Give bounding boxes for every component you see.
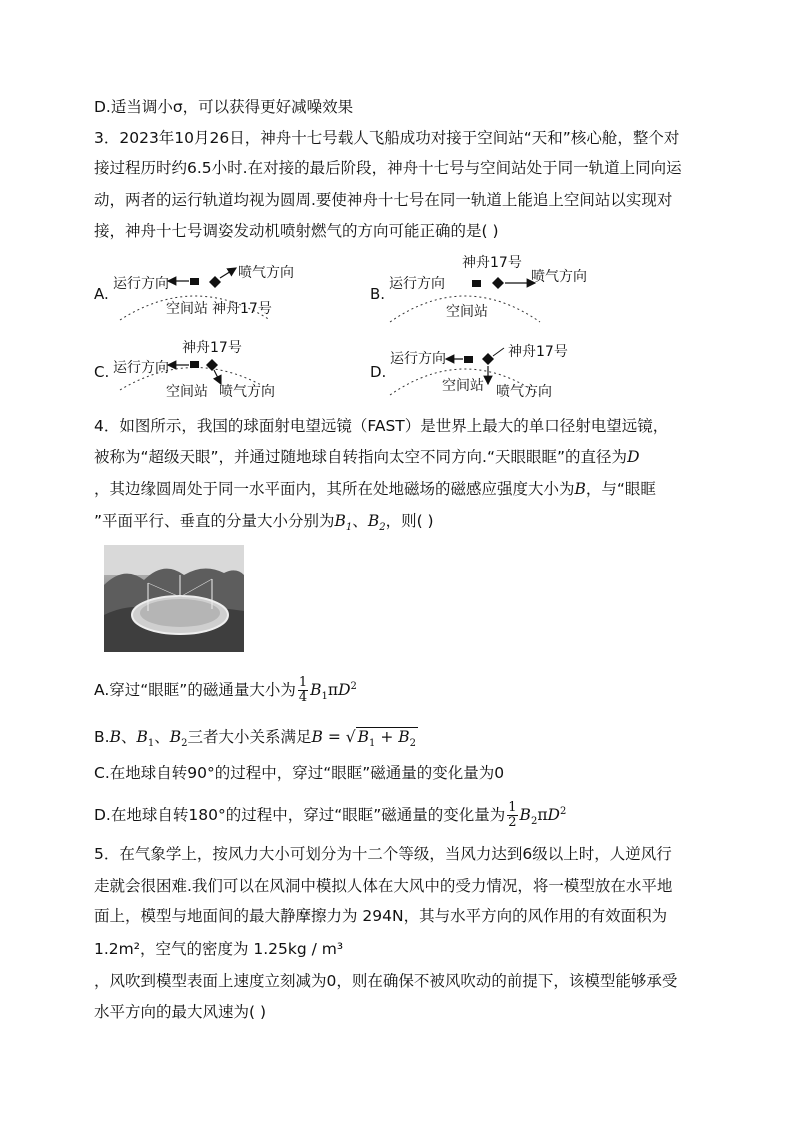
option-c-craft-label: 神舟17号 — [182, 340, 242, 356]
option-d-letter: D. — [370, 363, 387, 381]
option-a-station-label: 空间站 — [166, 301, 208, 317]
option-a-craft-label: 神舟17号 — [212, 301, 272, 317]
option-a-run-label: 运行方向 — [113, 276, 169, 292]
sep: 、 — [352, 512, 368, 530]
option-b-station-label: 空间站 — [446, 304, 488, 320]
option-d-text: D.在地球自转180°的过程中，穿过“眼眶”磁通量的变化量为 — [94, 806, 506, 825]
q4-line-2-text: 被称为“超级天眼”，并通过随地球自转指向太空不同方向.“天眼眼眶”的直径为 — [94, 448, 628, 466]
option-d — [94, 801, 566, 833]
q4-line-4-post: ，则( ) — [385, 512, 434, 530]
fraction-quarter: $\frac{1}{4}$ — [298, 675, 308, 706]
q4-line-3-post: ，与“眼眶 — [585, 480, 656, 498]
q4-line-2 — [94, 446, 640, 468]
option-c: C.在地球自转90°的过程中，穿过“眼眶”磁通量的变化量为0 — [94, 764, 505, 782]
var-b1-b2: $B_1$ — [334, 512, 353, 534]
option-b-jet-label: 喷气方向 — [531, 269, 587, 285]
option-a — [94, 676, 357, 708]
formula-d: $B_2\pi D^2$ — [519, 806, 567, 828]
fast-telescope-photo — [104, 545, 244, 652]
line-1: D.适当调小σ，可以获得更好减噪效果 — [94, 98, 354, 116]
q4-line-3-text: ，其边缘圆周处于同一水平面内，其所在处地磁场的磁感应强度大小为 — [94, 480, 575, 498]
q5-line-3: 面上，模型与地面间的最大静摩擦力为 294N，其与水平方向的风作用的有效面积为 — [94, 907, 668, 925]
q4-line-4 — [94, 510, 434, 539]
q4-line-4-text: ”平面平行、垂直的分量大小分别为 — [94, 512, 335, 530]
fraction-half: $\frac{1}{2}$ — [508, 800, 517, 831]
q5-line-2: 走就会很困难.我们可以在风洞中模拟人体在大风中的受力情况，将一模型放在水平地 — [94, 877, 673, 895]
q5-line-4: 1.2m²，空气的密度为 1.25kg / m³ — [94, 940, 344, 958]
option-b-text: B. — [94, 728, 110, 746]
option-d-station-label: 空间站 — [442, 378, 484, 394]
q4-line-3 — [94, 478, 656, 500]
vars-b-b1-b2: B、$B_1$、$B_2$ — [109, 728, 188, 750]
q5-line-5: ，风吹到模型表面上速度立刻减为0，则在确保不被风吹动的前提下，该模型能够承受 — [94, 972, 678, 990]
q5-line-6: 水平方向的最大风速为( ) — [94, 1003, 267, 1021]
var-b2: $B_2$ — [367, 512, 386, 534]
option-b-letter: B. — [370, 285, 386, 303]
var-b: B — [574, 480, 586, 498]
formula-a: $B_1\pi D^2$ — [310, 681, 357, 703]
q3-line-3: 动，两者的运行轨道均视为圆周.要使神舟十七号在同一轨道上能追上空间站以实现对 — [94, 191, 673, 209]
q3-line-4: 接，神舟十七号调姿发动机喷射燃气的方向可能正确的是( ) — [94, 222, 499, 240]
var-d: D — [627, 448, 640, 466]
option-b — [94, 726, 418, 755]
option-c-station-label: 空间站 — [166, 384, 208, 400]
fast-photo-art — [104, 545, 244, 652]
option-a-jet-label: 喷气方向 — [238, 265, 294, 281]
option-a-letter: A. — [94, 285, 109, 303]
option-d-craft-label: 神舟17号 — [508, 344, 568, 360]
q3-line-1: 3．2023年10月26日，神舟十七号载人飞船成功对接于空间站“天和”核心舱，整个对 — [94, 129, 680, 147]
option-c-run-label: 运行方向 — [113, 360, 169, 376]
option-c-jet-label: 喷气方向 — [219, 384, 275, 400]
option-c-letter: C. — [94, 363, 110, 381]
q4-line-1: 4．如图所示，我国的球面射电望远镜（FAST）是世界上最大的单口径射电望远镜， — [94, 417, 669, 435]
option-b-craft-label: 神舟17号 — [462, 255, 522, 271]
option-d-run-label: 运行方向 — [390, 351, 446, 367]
option-d-jet-label: 喷气方向 — [496, 384, 552, 400]
option-b-mid: 三者大小关系满足 — [187, 728, 312, 746]
option-a-text: A.穿过“眼眶”的磁通量大小为 — [94, 681, 296, 700]
option-b-run-label: 运行方向 — [389, 276, 445, 292]
q3-line-2: 接过程历时约6.5小时.在对接的最后阶段，神舟十七号与空间站处于同一轨道上同向运 — [94, 159, 682, 177]
q5-line-1: 5．在气象学上，按风力大小可划分为十二个等级，当风力达到6级以上时，人逆风行 — [94, 845, 672, 863]
formula-b: B = √ $B_1 + B_2$ — [311, 728, 417, 750]
